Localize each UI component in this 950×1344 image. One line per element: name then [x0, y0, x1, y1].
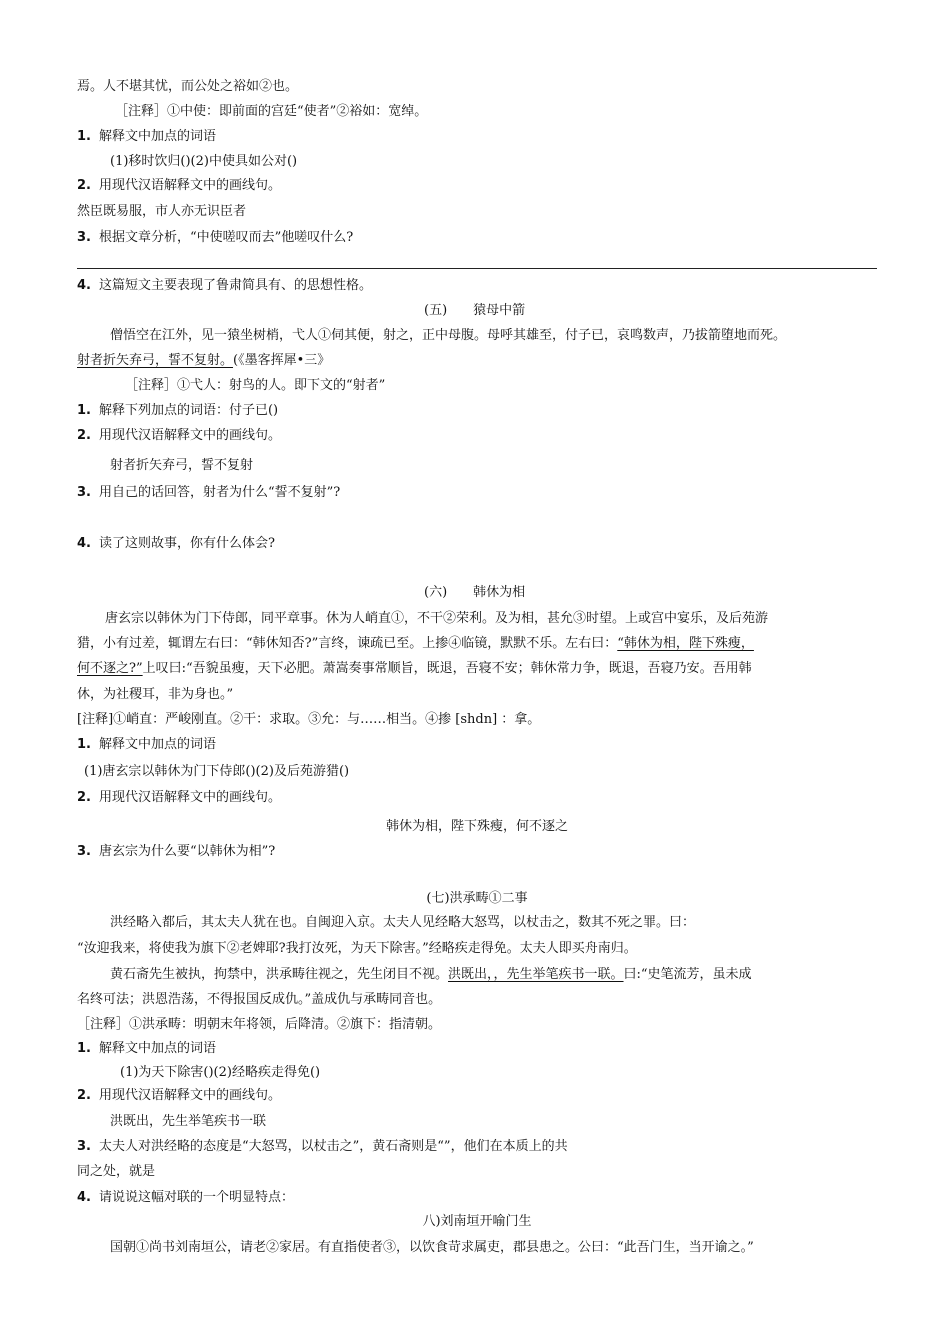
question-number: 1. [77, 403, 91, 418]
question-number: 2. [77, 178, 91, 193]
question-4 [77, 1189, 294, 1207]
question-4 [77, 277, 372, 295]
question-number: 3. [77, 485, 91, 500]
question-3 [77, 484, 340, 502]
question-text: 唐玄宗为什么要“以韩休为相”? [98, 844, 276, 859]
passage-line [77, 635, 754, 653]
question-number: 3. [77, 844, 91, 859]
section-number: (六) [424, 585, 448, 600]
question-text: 读了这则故事，你有什么体会? [98, 536, 275, 551]
question-4 [77, 535, 275, 553]
passage-line: 国朝①尚书刘南垣公，请老②家居。有直指使者③，以饮食苛求属吏，郡县患之。公曰：“此吾门生，当开谕之。” [110, 1240, 754, 1255]
answer-sentence: 射者折矢弃弓，誓不复射 [110, 458, 254, 473]
answer-line [77, 268, 877, 269]
question-2 [77, 177, 281, 195]
question-3 [77, 843, 275, 861]
passage-line: 唐玄宗以韩休为门下侍郎，同平章事。休为人峭直①，不干②荣利。及为相，甚允③时望。上或宫中宴乐，及后苑游 [105, 611, 769, 626]
section-heading [424, 302, 525, 320]
question-1 [77, 1040, 216, 1058]
annotation: [注释]①峭直：严峻刚直。②干：求取。③允：与……相当。④掺 [shdn] ：拿。 [77, 712, 541, 727]
section-title: 韩休为相 [473, 585, 526, 600]
question-text: 用现代汉语解释文中的画线句。 [98, 790, 281, 805]
passage-text: 黄石斋先生被执，拘禁中，洪承畴往视之，先生闭目不视。 [110, 967, 449, 982]
question-2 [77, 789, 281, 807]
question-2 [77, 1087, 281, 1105]
section-number: (五) [424, 303, 448, 318]
answer-sentence: 洪既出，先生举笔疾书一联 [110, 1114, 267, 1129]
answer-sentence: 韩休为相，陛下殊瘦，何不逐之 [385, 819, 568, 834]
question-number: 2. [77, 790, 91, 805]
question-1 [77, 736, 216, 754]
question-3 [77, 229, 353, 247]
annotation: ［注释］①弋人：射鸟的人。即下文的“射者” [125, 378, 386, 393]
source-note: (《墨客挥犀•三》 [233, 353, 331, 368]
question-text: 请说说这幅对联的一个明显特点： [98, 1190, 294, 1205]
question-subitems: (1)移时饮归()(2)中使具如公对() [110, 154, 298, 169]
underlined-sentence: 何不逐之?” [77, 661, 143, 676]
question-number: 2. [77, 428, 91, 443]
question-number: 3. [77, 1139, 91, 1154]
question-text: 用现代汉语解释文中的画线句。 [98, 428, 281, 443]
question-number: 1. [77, 129, 91, 144]
passage-text: 上叹曰:“吾貌虽瘦，天下必肥。萧嵩奏事常顺旨，既退，吾寝不安；韩休常力争，既退，吾寝乃安。吾用韩 [142, 661, 752, 676]
question-text: 用现代汉语解释文中的画线句。 [98, 178, 281, 193]
question-text: 解释文中加点的词语 [98, 1041, 216, 1056]
question-number: 1. [77, 737, 91, 752]
passage-text: 曰:“史笔流芳，虽未成 [623, 967, 752, 982]
question-number: 4. [77, 278, 91, 293]
question-text: 用自己的话回答，射者为什么“誓不复射”? [98, 485, 341, 500]
question-number: 1. [77, 1041, 91, 1056]
section-heading: 八)刘南垣开喻门生 [422, 1214, 532, 1229]
passage-text: 猎，小有过差，辄谓左右曰：“韩休知否?”言终，谏疏已至。上掺④临镜，默默不乐。左右曰： [77, 636, 618, 651]
question-text: 这篇短文主要表现了鲁肃简具有、的思想性格。 [98, 278, 372, 293]
section-title: 猿母中箭 [473, 303, 526, 318]
passage-line: 名终可法；洪恩浩荡，不得报国反成仇。”盖成仇与承畴同音也。 [77, 992, 442, 1007]
question-1 [77, 402, 278, 420]
question-number: 4. [77, 536, 91, 551]
question-number: 2. [77, 1088, 91, 1103]
passage-line: “汝迎我来，将使我为旗下②老婢耶?我打汝死，为天下除害。”经略疾走得免。太夫人即买舟南归。 [77, 941, 637, 956]
passage-line [77, 660, 752, 678]
question-text: 解释文中加点的词语 [98, 129, 216, 144]
underlined-sentence: 射者折矢弃弓，誓不复射。 [77, 353, 234, 368]
question-subitems: (1)唐玄宗以韩休为门下侍郎()(2)及后苑游猎() [84, 764, 350, 779]
question-text: 解释下列加点的词语：付子已() [98, 403, 279, 418]
question-text: 解释文中加点的词语 [98, 737, 216, 752]
text-line: 焉。人不堪其忧，而公处之裕如②也。 [77, 79, 299, 94]
annotation: ［注释］①洪承畴：明朝末年将领，后降清。②旗下：指清朝。 [77, 1017, 442, 1032]
question-3 [77, 1138, 568, 1156]
question-continuation: 同之处，就是 [77, 1164, 156, 1179]
section-heading [424, 584, 525, 602]
question-text: 根据文章分析，“中使嗟叹而去”他嗟叹什么? [98, 230, 354, 245]
passage-line: 洪经略入都后，其太夫人犹在也。自闽迎入京。太夫人见经略大怒骂，以杖击之，数其不死之罪。曰： [110, 915, 696, 930]
passage-line [77, 352, 330, 370]
question-1 [77, 128, 216, 146]
underlined-sentence: “韩休为相，陛下殊瘦， [617, 636, 754, 651]
question-subitems: (1)为天下除害()(2)经略疾走得免() [120, 1065, 321, 1080]
question-number: 4. [77, 1190, 91, 1205]
question-text: 用现代汉语解释文中的画线句。 [98, 1088, 281, 1103]
passage-line [110, 966, 752, 984]
passage-line: 休，为社稷耳，非为身也。” [77, 687, 234, 702]
section-heading: (七)洪承畴①二事 [426, 891, 528, 906]
annotation: ［注释］①中使：即前面的宫廷“使者”②裕如：宽绰。 [115, 104, 428, 119]
question-2 [77, 427, 281, 445]
passage-line: 僧悟空在江外，见一猿坐树梢，弋人①伺其便，射之，正中母腹。母呼其雄至，付子已，哀鸣数声，乃拔箭堕地而死。 [110, 328, 787, 343]
answer-sentence: 然臣既易服，市人亦无识臣者 [77, 204, 247, 219]
underlined-sentence: 洪既出，，先生举笔疾书一联。 [448, 967, 624, 982]
question-number: 3. [77, 230, 91, 245]
question-text: 太夫人对洪经略的态度是“大怒骂，以杖击之”，黄石斋则是“”，他们在本质上的共 [98, 1139, 568, 1154]
